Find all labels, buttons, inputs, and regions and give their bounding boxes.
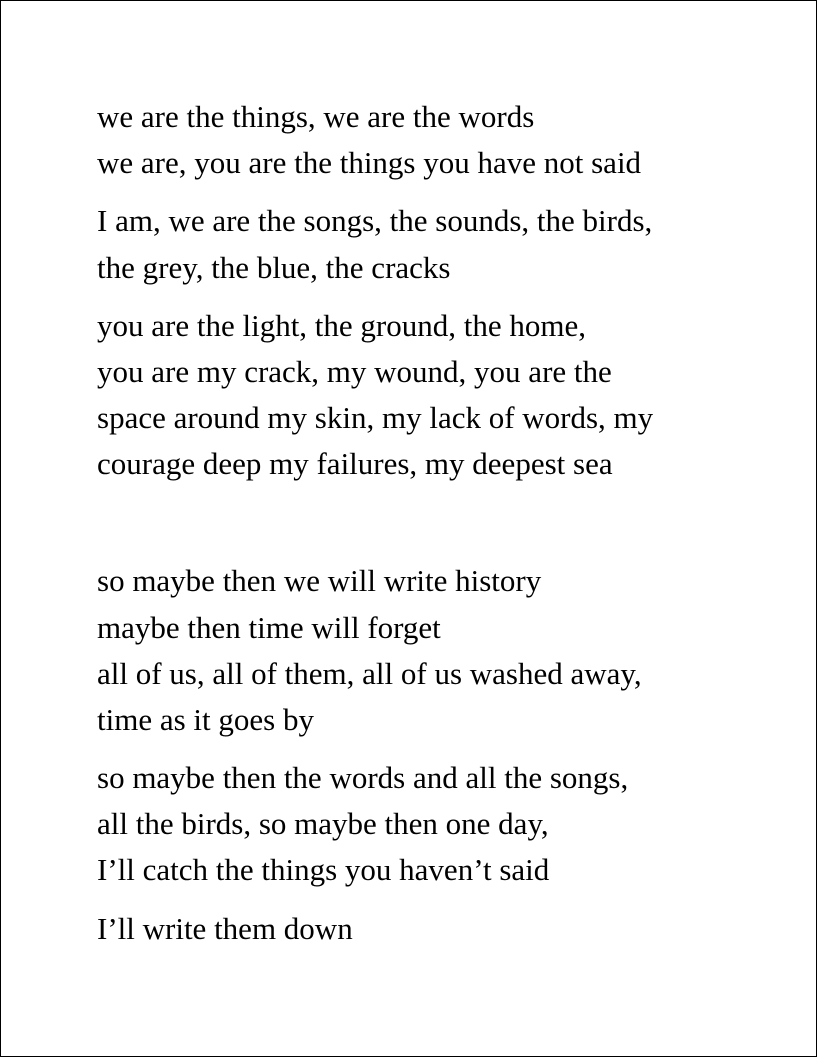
- poem-line: I am, we are the songs, the sounds, the birds,: [97, 203, 653, 238]
- poem-line: the grey, the blue, the cracks: [97, 250, 451, 285]
- poem-line: we are, you are the things you have not said: [97, 145, 642, 180]
- poem-line: courage deep my failures, my deepest sea: [97, 446, 613, 481]
- poem-line: maybe then time will forget: [97, 610, 441, 645]
- poem-line: we are the things, we are the words: [97, 99, 535, 134]
- poem-line: space around my skin, my lack of words, my: [97, 400, 654, 435]
- poem-line: you are my crack, my wound, you are the: [97, 354, 612, 389]
- poem-line: all the birds, so maybe then one day,: [97, 806, 549, 841]
- poem-line: so maybe then we will write history: [97, 563, 542, 598]
- poem-line: so maybe then the words and all the songs,: [97, 760, 629, 795]
- poem-line: time as it goes by: [97, 702, 314, 737]
- poem-line: all of us, all of them, all of us washed away,: [97, 656, 642, 691]
- poem-line: you are the light, the ground, the home,: [97, 308, 586, 343]
- poem-line: I’ll write them down: [97, 911, 353, 946]
- poem-line: I’ll catch the things you haven’t said: [97, 852, 550, 887]
